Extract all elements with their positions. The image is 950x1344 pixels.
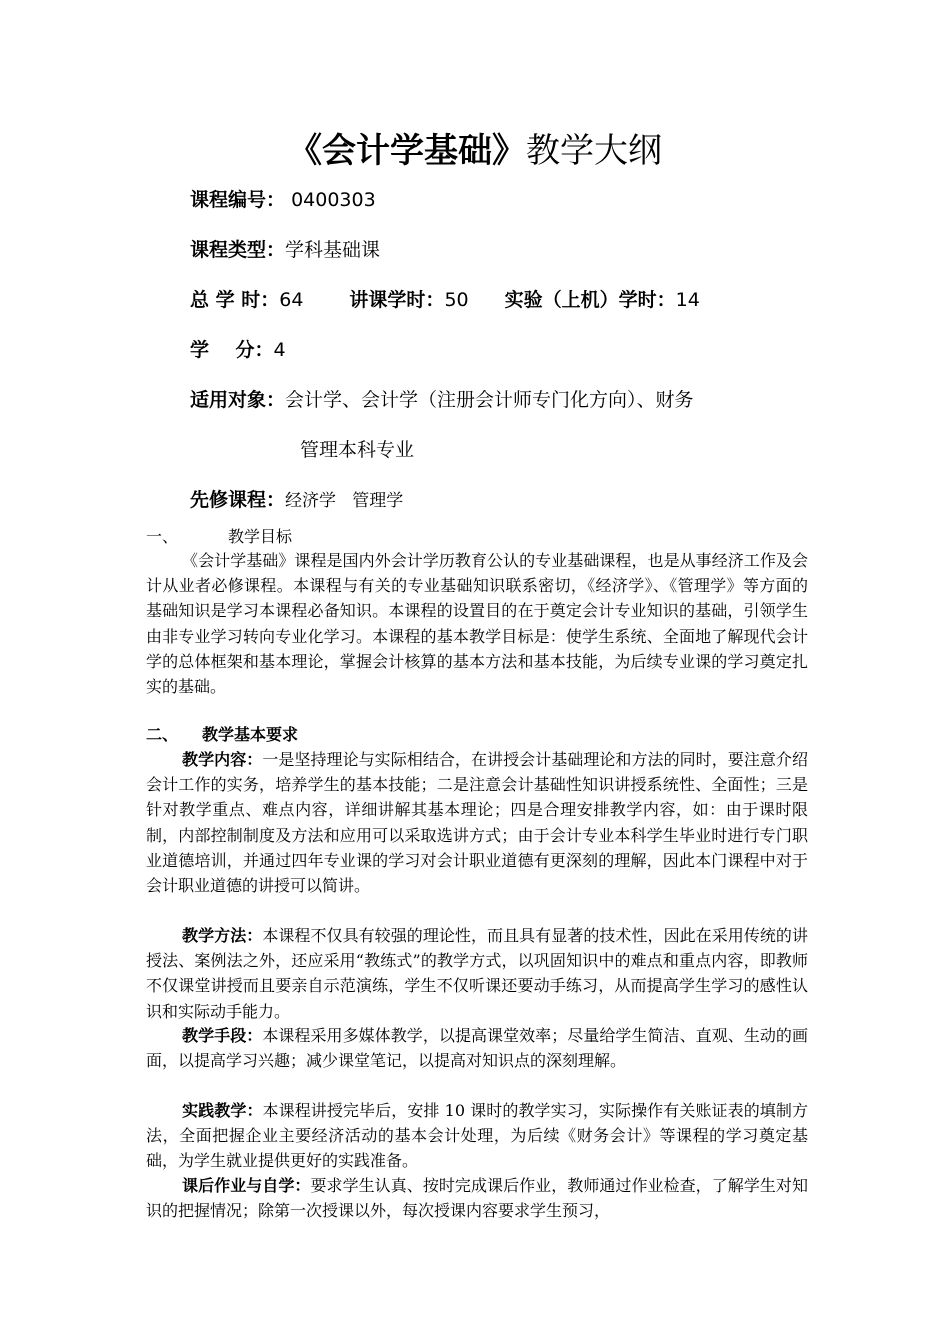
course-type-row: [190, 237, 380, 263]
teaching-means-text: 本课程采用多媒体教学，以提高课堂效率；尽量给学生简洁、直观、生动的画面，以提高学习兴趣；减少课堂笔记，以提高对知识点的深刻理解。: [146, 1026, 808, 1071]
lecture-hours-label: 讲课学时：: [349, 289, 445, 311]
total-hours-label: 总 学 时：: [190, 289, 280, 311]
teaching-method-label: 教学方法：: [182, 926, 263, 945]
title-suffix: 教学大纲: [526, 131, 662, 171]
teaching-method-text: 本课程不仅具有较强的理论性，而且具有显著的技术性，因此在采用传统的讲授法、案例法之外，还应采用“教练式”的教学方式，以巩固知识中的难点和重点内容，即教师不仅课堂讲授而且要亲自示范演练，学生不仅听课还要动手练习，从而提高学生学习的感性认识和实际动手能力。: [146, 926, 808, 1021]
homework-label: 课后作业与自学：: [182, 1176, 311, 1195]
total-hours-value: 64: [279, 289, 304, 311]
practice-teaching-paragraph: [146, 1098, 808, 1174]
course-code-row: [190, 187, 376, 213]
course-type-label: 课程类型：: [190, 239, 286, 261]
teaching-method-paragraph: [146, 923, 808, 1024]
course-type-value: 学科基础课: [285, 239, 381, 261]
target-value-line2: 管理本科专业: [300, 439, 415, 461]
prereq-label: 先修课程：: [190, 489, 286, 511]
homework-paragraph: [146, 1173, 808, 1223]
lab-hours-label: 实验（上机）学时：: [504, 289, 676, 311]
credits-row: [190, 337, 286, 363]
page-title: [0, 127, 950, 175]
homework-text: 要求学生认真、按时完成课后作业，教师通过作业检查，了解学生对知识的把握情况；除第一次授课以外，每次授课内容要求学生预习，: [146, 1176, 808, 1221]
teaching-content-text: 一是坚持理论与实际相结合，在讲授会计基础理论和方法的同时，要注意介绍会计工作的实务，培养学生的基本技能；二是注意会计基础性知识讲授系统性、全面性；三是针对教学重点、难点内容，详细讲解其基本理论；四是合理安排教学内容，如：由于课时限制，内部控制制度及方法和应用可以采取选讲方式；由于会计专业本科学生毕业时进行专门职业道德培训，并通过四年专业课的学习对会计职业道德有更深刻的理解，因此本门课程中对于会计职业道德的讲授可以简讲。: [146, 750, 808, 896]
hours-row: [190, 287, 700, 313]
teaching-content-paragraph: [146, 747, 808, 898]
section-2-number: 二、: [146, 725, 179, 744]
section-2-title: 教学基本要求: [202, 725, 299, 744]
course-code-label: 课程编号：: [190, 189, 286, 211]
practice-teaching-text: 本课程讲授完毕后，安排 10 课时的教学实习，实际操作有关账证表的填制方法，全面把握企业主要经济活动的基本会计处理，为后续《财务会计》等课程的学习奠定基础，为学生就业提供更好的实践准备。: [146, 1101, 808, 1171]
practice-teaching-label: 实践教学：: [182, 1101, 263, 1120]
section-1-heading: [146, 525, 292, 549]
teaching-means-paragraph: [146, 1023, 808, 1073]
title-open-bracket: 《: [288, 131, 322, 171]
section-1-body: [146, 548, 808, 699]
target-row: [190, 387, 694, 413]
teaching-means-label: 教学手段：: [182, 1026, 263, 1045]
section-1-text: 《会计学基础》课程是国内外会计学历教育公认的专业基础课程，也是从事经济工作及会计从业者必修课程。本课程与有关的专业基础知识联系密切，《经济学》、《管理学》等方面的基础知识是学习本课程必备知识。本课程的设置目的在于奠定会计专业知识的基础，引领学生由非专业学习转向专业化学习。本课程的基本教学目标是：使学生系统、全面地了解现代会计学的总体框架和基本理论，掌握会计核算的基本方法和基本技能，为后续专业课的学习奠定扎实的基础。: [146, 551, 808, 697]
section-1-title: 教学目标: [228, 527, 293, 546]
section-2-heading: [146, 723, 298, 747]
title-course-name: 会计学基础: [322, 131, 492, 171]
target-row-continued: [300, 437, 414, 463]
course-code-value: 0400303: [291, 189, 376, 211]
credits-value: 4: [273, 339, 286, 361]
prereq-row: [190, 487, 403, 514]
credits-label: 学 分：: [190, 339, 274, 361]
section-1-number: 一、: [146, 527, 179, 546]
target-label: 适用对象：: [190, 389, 286, 411]
prereq-value: 经济学 管理学: [285, 491, 404, 511]
teaching-content-label: 教学内容：: [182, 750, 263, 769]
target-value-line1: 会计学、会计学（注册会计师专门化方向）、财务: [285, 389, 694, 411]
title-close-bracket: 》: [492, 131, 526, 171]
lab-hours-value: 14: [675, 289, 700, 311]
lecture-hours-value: 50: [444, 289, 469, 311]
